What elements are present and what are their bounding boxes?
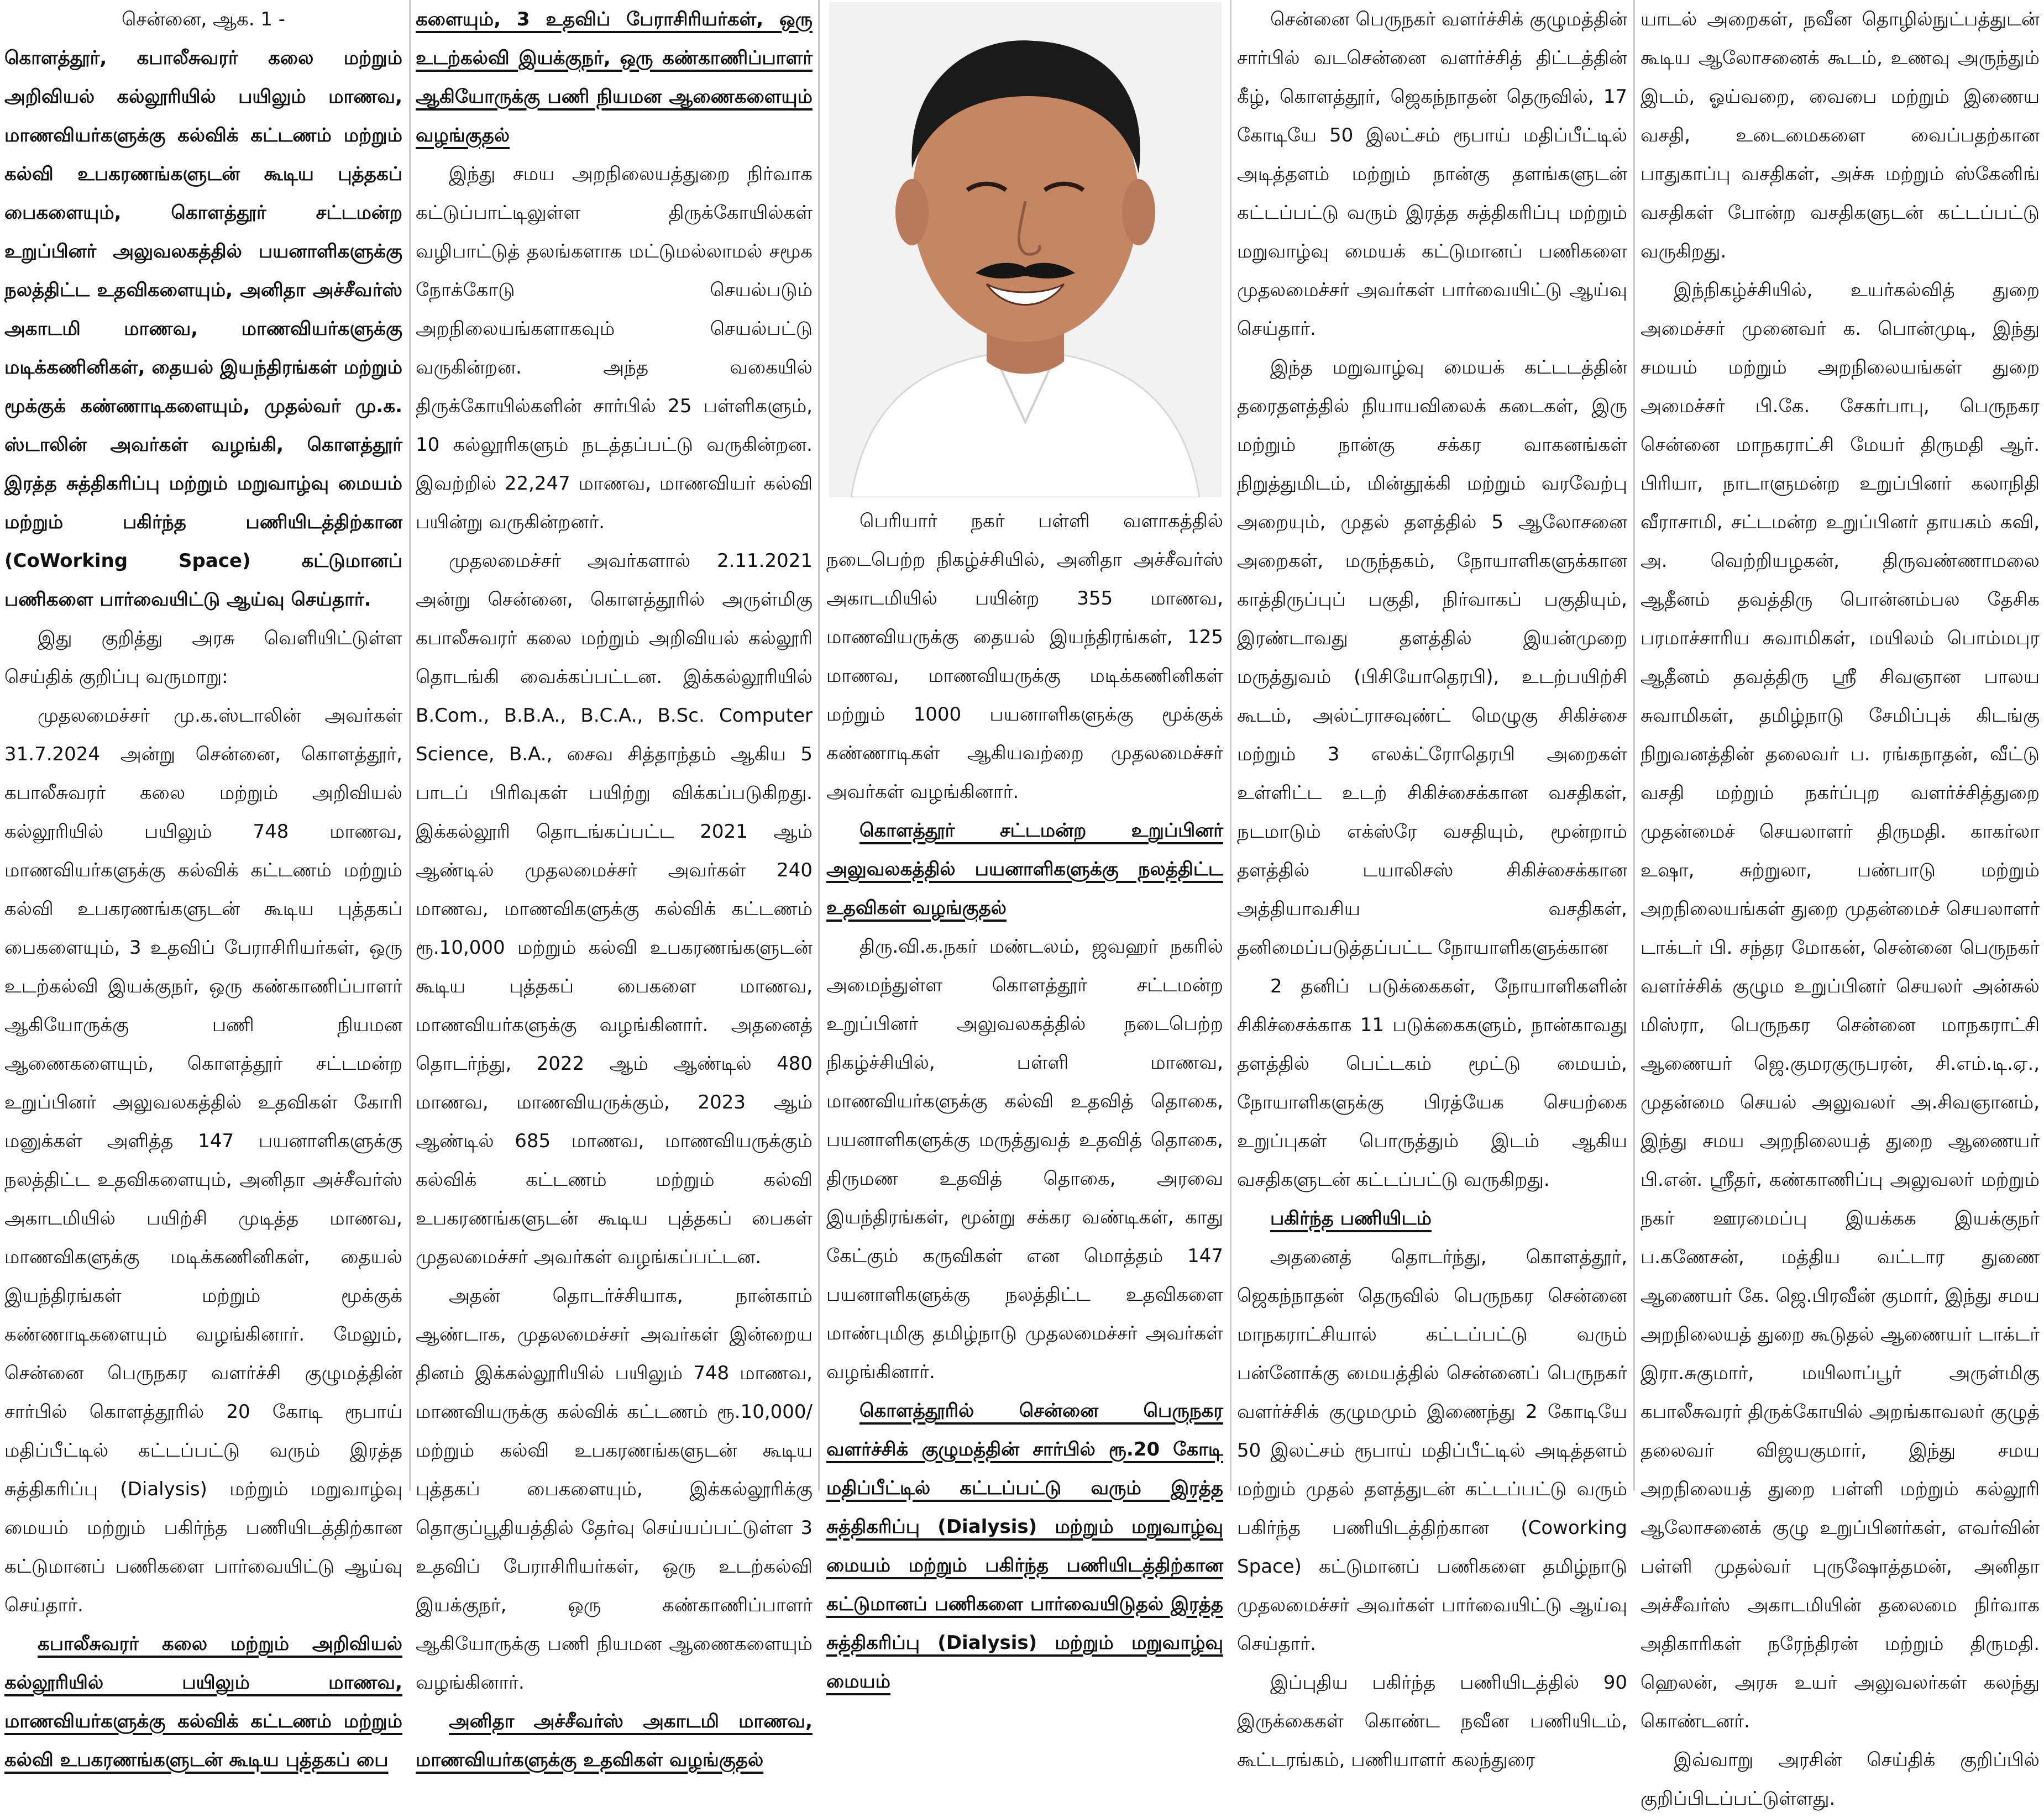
- column-5: [1641, 0, 2040, 1818]
- portrait-photo: [829, 2, 1222, 497]
- subheading-text: கபாலீசுவரர் கலை மற்றும் அறிவியல் கல்லூரியில் பயிலும் மாணவ, மாணவியர்களுக்கு கல்விக் கட்டணம் மற்றும் கல்வி உபகரணங்களுடன் கூடிய புத்தகப் பை: [4, 1633, 402, 1771]
- subheading-text: பகிர்ந்த பணியிடம்: [1270, 1207, 1432, 1229]
- paragraph: யாடல் அறைகள், நவீன தொழில்நுட்பத்துடன் கூடிய ஆலோசனைக் கூடம், உணவு அருந்தும் இடம், ஓய்வறை, வைபை மற்றும் இணைய வசதி, உடைமைகளை வைப்பதற்கான பாதுகாப்பு வசதிகள், அச்சு மற்றும் ஸ்கேனிங் வசதிகள் போன்ற வசதிகளுடன் கட்டப்பட்டு வருகிறது.: [1641, 8, 2040, 262]
- column-rule: [1230, 0, 1231, 1491]
- paragraph: முதலமைச்சர் அவர்களால் 2.11.2021 அன்று சென்னை, கொளத்தூரில் அருள்மிகு கபாலீசுவரர் கலை மற்றும் அறிவியல் கல்லூரி தொடங்கி வைக்கப்பட்டன. இக்கல்லூரியில் B.Com., B.B.A., B.C.A., B.Sc. Computer Science, B.A., சைவ சித்தாந்தம் ஆகிய 5 பாடப் பிரிவுகள் பயிற்று விக்கப்படுகிறது. இக்கல்லூரி தொடங்கப்பட்ட 2021 ஆம் ஆண்டில் முதலமைச்சர் அவர்கள் 240 மாணவ, மாணவிகளுக்கு கல்விக் கட்டணம் ரூ.10,000 மற்றும் கல்வி உபகரணங்களுடன் கூடிய புத்தகப் பைகளை மாணவ, மாணவியர்களுக்கு வழங்கினார். அதனைத் தொடர்ந்து, 2022 ஆம் ஆண்டில் 480 மாணவ, மாணவியருக்கும், 2023 ஆம் ஆண்டில் 685 மாணவ, மாணவியருக்கும் கல்விக் கட்டணம் மற்றும் கல்வி உபகரணங்களுடன் கூடிய புத்தகப் பைகள் முதலமைச்சர் அவர்கள் வழங்கப்பட்டன.: [416, 550, 813, 1268]
- paragraph: முதலமைச்சர் மு.க.ஸ்டாலின் அவர்கள் 31.7.2024 அன்று சென்னை, கொளத்தூர், கபாலீசுவரர் கலை மற்றும் அறிவியல் கல்லூரியில் பயிலும் 748 மாணவ, மாணவியர்களுக்கு கல்விக் கட்டணம் மற்றும் கல்வி உபகரணங்களுடன் கூடிய புத்தகப் பைகளையும், 3 உதவிப் பேராசிரியர்கள், ஒரு உடற்கல்வி இயக்குநர், ஒரு கண்காணிப்பாளர் ஆகியோருக்கு பணி நியமன ஆணைகளையும், கொளத்தூர் சட்டமன்ற உறுப்பினர் அலுவலகத்தில் உதவிகள் கோரி மனுக்கள் அளித்த 147 பயனாளிகளுக்கு நலத்திட்ட உதவிகளையும், அனிதா அச்சீவர்ஸ் அகாடமியில் பயிற்சி முடித்த மாணவ, மாணவிகளுக்கு மடிக்கணினிகள், தையல் இயந்திரங்கள் மற்றும் மூக்குக் கண்ணாடிகளையும் வழங்கினார். மேலும், சென்னை பெருநகர வளர்ச்சி குழுமத்தின் சார்பில் கொளத்தூரில் 20 கோடி ரூபாய் மதிப்பீட்டில் கட்டப்பட்டு வரும் இரத்த சுத்திகரிப்பு (Dialysis) மற்றும் மறுவாழ்வு மையம் மற்றும் பகிர்ந்த பணியிடத்திற்கான கட்டுமானப் பணிகளை பார்வையிட்டு ஆய்வு செய்தார்.: [4, 705, 402, 1616]
- subheading: [416, 1702, 813, 1779]
- subheading-text: கொளத்தூர் சட்டமன்ற உறுப்பினர் அலுவலகத்தில் பயனாளிகளுக்கு நலத்திட்ட உதவிகள் வழங்குதல்: [826, 819, 1223, 919]
- subheading-text: அனிதா அச்சீவர்ஸ் அகாடமி மாணவ, மாணவியர்களுக்கு உதவிகள் வழங்குதல்: [416, 1710, 813, 1771]
- paragraph: இந்த மறுவாழ்வு மையக் கட்டடத்தின் தரைதளத்தில் நியாயவிலைக் கடைகள், இரு மற்றும் நான்கு சக்கர வாகனங்கள் நிறுத்துமிடம், மின்தூக்கி மற்றும் வரவேற்பு அறையும், முதல் தளத்தில் 5 ஆலோசனை அறைகள், மருந்தகம், நோயாளிகளுக்கான காத்திருப்புப் பகுதி, நிர்வாகப் பகுதியும், இரண்டாவது தளத்தில் இயன்முறை மருத்துவம் (பிசியோதெரபி), உடற்பயிற்சி கூடம், அல்ட்ராசவுண்ட் மெழுகு சிகிச்சை மற்றும் 3 எலக்ட்ரோதெரபி அறைகள் உள்ளிட்ட உடற் சிகிச்சைக்கான வசதிகள், நடமாடும் எக்ஸ்ரே வசதியும், மூன்றாம் தளத்தில் டயாலிசஸ் சிகிச்சைக்கான அத்தியாவசிய வசதிகள், தனிமைப்படுத்தப்பட்ட நோயாளிகளுக்கான: [1237, 356, 1627, 959]
- subheading-continued: [416, 0, 813, 155]
- subheading-text: களையும், 3 உதவிப் பேராசிரியர்கள், ஒரு உடற்கல்வி இயக்குநர், ஒரு கண்காணிப்பாளர் ஆகியோருக்கு பணி நியமன ஆணைகளையும் வழங்குதல்: [416, 8, 813, 146]
- paragraph: திரு.வி.க.நகர் மண்டலம், ஜவஹர் நகரில் அமைந்துள்ள கொளத்தூர் சட்டமன்ற உறுப்பினர் அலுவலகத்தில் நடைபெற்ற நிகழ்ச்சியில், பள்ளி மாணவ, மாணவியர்களுக்கு கல்வி உதவித் தொகை, பயனாளிகளுக்கு மருத்துவத் உதவித் தொகை, திருமண உதவித் தொகை, அரவை இயந்திரங்கள், மூன்று சக்கர வண்டிகள், காது கேட்கும் கருவிகள் என மொத்தம் 147 பயனாளிகளுக்கு நலத்திட்ட உதவிகளை மாண்புமிகு தமிழ்நாடு முதலமைச்சர் அவர்கள் வழங்கினார்.: [826, 936, 1223, 1383]
- column-4: [1237, 0, 1627, 1779]
- column-rule: [818, 0, 820, 1491]
- paragraph: அதன் தொடர்ச்சியாக, நான்காம் ஆண்டாக, முதலமைச்சர் அவர்கள் இன்றைய தினம் இக்கல்லூரியில் பயிலும் 748 மாணவ, மாணவியருக்கு கல்விக் கட்டணம் ரூ.10,000/ மற்றும் கல்வி உபகரணங்களுடன் கூடிய புத்தகப் பைகளையும், இக்கல்லூரிக்கு தொகுப்பூதியத்தில் தேர்வு செய்யப்பட்டுள்ள 3 உதவிப் பேராசிரியர்கள், ஒரு உடற்கல்வி இயக்குநர், ஒரு கண்காணிப்பாளர் ஆகியோருக்கு பணி நியமன ஆணைகளையும் வழங்கினார்.: [416, 1285, 813, 1694]
- column-2: [416, 0, 813, 1779]
- portrait-illustration: [829, 2, 1222, 497]
- paragraph: 2 தனிப் படுக்கைகள், நோயாளிகளின் சிகிச்சைக்காக 11 படுக்கைகளும், நான்காவது தளத்தில் பெட்டகம் மூட்டு மையம், நோயாளிகளுக்கு பிரத்யேக செயற்கை உறுப்புகள் பொருத்தும் இடம் ஆகிய வசதிகளுடன் கட்டப்பட்டு வருகிறது.: [1237, 975, 1627, 1191]
- subheading: [1237, 1199, 1627, 1238]
- column-rule: [409, 0, 411, 1491]
- paragraph: இது குறித்து அரசு வெளியிட்டுள்ள செய்திக் குறிப்பு வருமாறு:: [4, 627, 402, 688]
- subheading: [4, 1625, 402, 1779]
- paragraph: இவ்வாறு அரசின் செய்திக் குறிப்பில் குறிப்பிடப்பட்டுள்ளது.: [1641, 1749, 2040, 1810]
- column-3: [826, 502, 1223, 1701]
- subheading-text: கொளத்தூரில் சென்னை பெருநகர வளர்ச்சிக் குழுமத்தின் சார்பில் ரூ.20 கோடி மதிப்பீட்டில் கட்டப்பட்டு வரும் இரத்த சுத்திகரிப்பு (Dialysis) மற்றும் மறுவாழ்வு மையம் மற்றும் பகிர்ந்த பணியிடத்திற்கான கட்டுமானப் பணிகளை பார்வையிடுதல் இரத்த சுத்திகரிப்பு (Dialysis) மற்றும் மறுவாழ்வு மையம்: [826, 1400, 1223, 1693]
- lead-paragraph: கொளத்தூர், கபாலீசுவரர் கலை மற்றும் அறிவியல் கல்லூரியில் பயிலும் மாணவ, மாணவியர்களுக்கு கல்விக் கட்டணம் மற்றும் கல்வி உபகரணங்களுடன் கூடிய புத்தகப் பைகளையும், கொளத்தூர் சட்டமன்ற உறுப்பினர் அலுவலகத்தில் பயனாளிகளுக்கு நலத்திட்ட உதவிகளையும், அனிதா அச்சீவர்ஸ் அகாடமி மாணவ, மாணவியர்களுக்கு மடிக்கணினிகள், தையல் இயந்திரங்கள் மற்றும் மூக்குக் கண்ணாடிகளையும், முதல்வர் மு.க. ஸ்டாலின் அவர்கள் வழங்கி, கொளத்தூர் இரத்த சுத்திகரிப்பு மற்றும் மறுவாழ்வு மையம் மற்றும் பகிர்ந்த பணியிடத்திற்கான (CoWorking Space) கட்டுமானப் பணிகளை பார்வையிட்டு ஆய்வு செய்தார்.: [4, 47, 402, 611]
- paragraph: பெரியார் நகர் பள்ளி வளாகத்தில் நடைபெற்ற நிகழ்ச்சியில், அனிதா அச்சீவர்ஸ் அகாடமியில் பயின்ற 355 மாணவ, மாணவியருக்கு தையல் இயந்திரங்கள், 125 மாணவ, மாணவியருக்கு மடிக்கணினிகள் மற்றும் 1000 பயனாளிகளுக்கு மூக்குக் கண்ணாடிகள் ஆகியவற்றை முதலமைச்சர் அவர்கள் வழங்கினார்.: [826, 510, 1223, 803]
- subheading: [826, 1391, 1223, 1701]
- paragraph: இப்புதிய பகிர்ந்த பணியிடத்தில் 90 இருக்கைகள் கொண்ட நவீன பணியிடம், கூட்டரங்கம், பணியாளர் கலந்துரை: [1237, 1672, 1627, 1771]
- paragraph: இந்நிகழ்ச்சியில், உயர்கல்வித் துறை அமைச்சர் முனைவர் க. பொன்முடி, இந்து சமயம் மற்றும் அறநிலையங்கள் துறை அமைச்சர் பி.கே. சேகர்பாபு, பெருநகர சென்னை மாநகராட்சி மேயர் திருமதி ஆர். பிரியா, நாடாளுமன்ற உறுப்பினர் கலாநிதி வீராசாமி, சட்டமன்ற உறுப்பினர் தாயகம் கவி, அ. வெற்றியழகன், திருவண்ணாமலை ஆதீனம் தவத்திரு பொன்னம்பல தேசிக பரமாச்சாரிய சுவாமிகள், மயிலம் பொம்மபுர ஆதீனம் தவத்திரு ஸ்ரீ சிவஞான பாலய சுவாமிகள், தமிழ்நாடு சேமிப்புக் கிடங்கு நிறுவனத்தின் தலைவர் ப. ரங்கநாதன், வீட்டு வசதி மற்றும் நகர்ப்புற வளர்ச்சித்துறை முதன்மைச் செயலாளர் திருமதி. காகர்லா உஷா, சுற்றுலா, பண்பாடு மற்றும் அறநிலையங்கள் துறை முதன்மைச் செயலாளர் டாக்டர் பி. சந்தர மோகன், சென்னை பெருநகர் வளர்ச்சிக் குழும உறுப்பினர் செயலர் அன்சுல் மிஸ்ரா, பெருநகர சென்னை மாநகராட்சி ஆணையர் ஜெ.குமரகுருபரன், சி.எம்.டி.ஏ., முதன்மை செயல் அலுவலர் அ.சிவஞானம், இந்து சமய அறநிலையத் துறை ஆணையர் பி.என். ஸ்ரீதர், கண்காணிப்பு அலுவலர் மற்றும் நகர் ஊரமைப்பு இயக்கக இயக்குநர் ப.கணேசன், மத்திய வட்டார துணை ஆணையர் கே. ஜெ.பிரவீன் குமார், இந்து சமய அறநிலையத் துறை கூடுதல் ஆணையர் டாக்டர் இரா.சுகுமார், மயிலாப்பூர் அருள்மிகு கபாலீசுவரர் திருக்கோயில் அறங்காவலர் குழுத் தலைவர் விஜயகுமார், இந்து சமய அறநிலையத் துறை பள்ளி மற்றும் கல்லூரி ஆலோசனைக் குழு உறுப்பினர்கள், எவர்வின் பள்ளி முதல்வர் புருஷோத்தமன், அனிதா அச்சீவர்ஸ் அகாடமியின் தலைமை நிர்வாக அதிகாரிகள் நரேந்திரன் மற்றும் திருமதி. ஹெலன், அரசு உயர் அலுவலர்கள் கலந்து கொண்டனர்.: [1641, 279, 2040, 1732]
- subheading: [826, 811, 1223, 927]
- paragraph: அதனைத் தொடர்ந்து, கொளத்தூர், ஜெகந்நாதன் தெருவில் பெருநகர சென்னை மாநகராட்சியால் கட்டப்பட்டு வரும் பன்னோக்கு மையத்தில் சென்னைப் பெருநகர் வளர்ச்சிக் குழுமமும் இணைந்து 2 கோடியே 50 இலட்சம் ரூபாய் மதிப்பீட்டில் அடித்தளம் மற்றும் முதல் தளத்துடன் கட்டப்பட்டு வரும் பகிர்ந்த பணியிடத்திற்கான (Coworking Space) கட்டுமானப் பணிகளை தமிழ்நாடு முதலமைச்சர் அவர்கள் பார்வையிட்டு ஆய்வு செய்தார்.: [1237, 1246, 1627, 1655]
- column-1: [4, 0, 402, 1779]
- paragraph: சென்னை பெருநகர் வளர்ச்சிக் குழுமத்தின் சார்பில் வடசென்னை வளர்ச்சித் திட்டத்தின் கீழ், கொளத்தூர், ஜெகந்நாதன் தெருவில், 17 கோடியே 50 இலட்சம் ரூபாய் மதிப்பீட்டில் அடித்தளம் மற்றும் நான்கு தளங்களுடன் கட்டப்பட்டு வரும் இரத்த சுத்திகரிப்பு மற்றும் மறுவாழ்வு மையக் கட்டுமானப் பணிகளை முதலமைச்சர் அவர்கள் பார்வையிட்டு ஆய்வு செய்தார்.: [1237, 8, 1627, 340]
- dateline: சென்னை, ஆக. 1 -: [121, 8, 286, 30]
- paragraph: இந்து சமய அறநிலையத்துறை நிர்வாக கட்டுப்பாட்டிலுள்ள திருக்கோயில்கள் வழிபாட்டுத் தலங்களாக மட்டுமல்லாமல் சமூக நோக்கோடு செயல்படும் அறநிலையங்களாகவும் செயல்பட்டு வருகின்றன. அந்த வகையில் திருக்கோயில்களின் சார்பில் 25 பள்ளிகளும், 10 கல்லூரிகளும் நடத்தப்பட்டு வருகின்றன. இவற்றில் 22,247 மாணவ, மாணவியர் கல்வி பயின்று வருகின்றனர்.: [416, 163, 813, 533]
- column-rule: [1633, 0, 1635, 1491]
